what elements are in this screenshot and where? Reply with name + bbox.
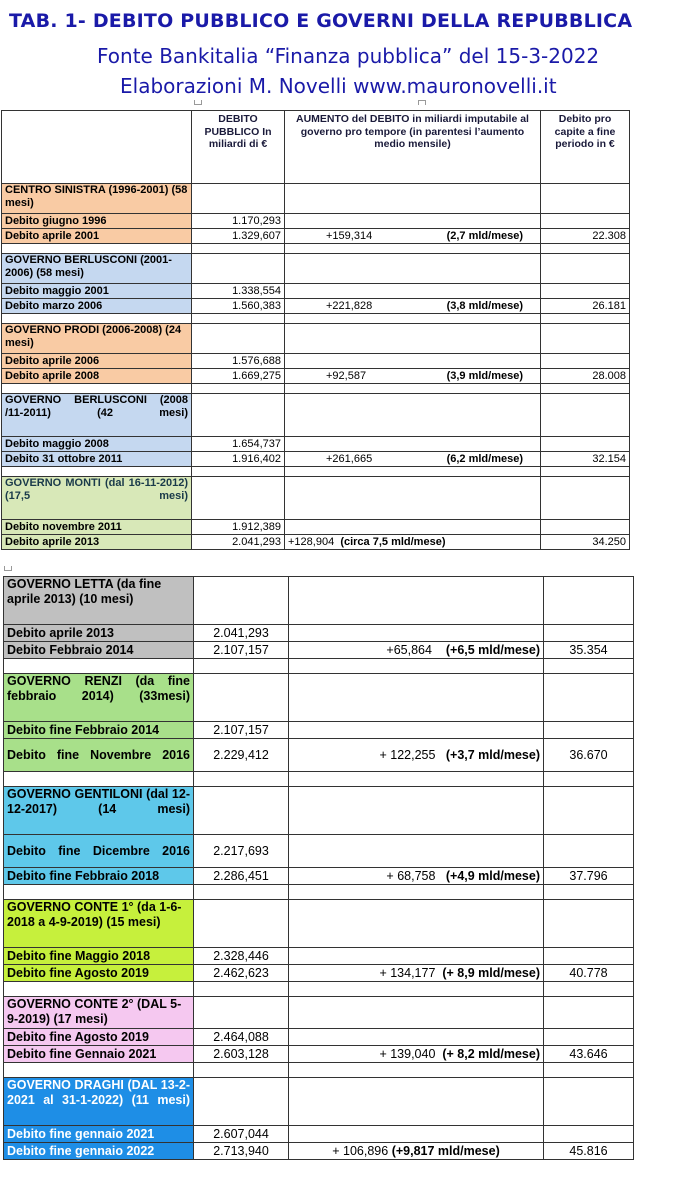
period-start-label: Debito aprile 2013 [4, 625, 194, 642]
gov-title: GOVERNO PRODI (2006-2008) (24 mesi) [2, 324, 192, 354]
gov-title-row [4, 900, 634, 948]
table-row [4, 739, 634, 772]
start-debt: 2.328,446 [194, 948, 289, 965]
spacer-row [2, 384, 630, 394]
spacer-row [2, 244, 630, 254]
period-start-label: Debito aprile 2006 [2, 354, 192, 369]
table-row [4, 965, 634, 982]
start-debt: 2.041,293 [194, 625, 289, 642]
gov-title-row [2, 394, 630, 437]
per-capita-debt: 45.816 [544, 1143, 634, 1160]
monthly-increase: (3,9 mld/mese) [446, 369, 523, 382]
start-debt: 2.464,088 [194, 1029, 289, 1046]
per-capita-debt: 32.154 [541, 452, 630, 467]
end-debt: 2.603,128 [194, 1046, 289, 1063]
period-start-label: Debito giugno 1996 [2, 214, 192, 229]
gov-title: GOVERNO MONTI (dal 16-11-2012) (17,5 mesi) [2, 477, 192, 520]
period-end-label: Debito 31 ottobre 2011 [2, 452, 192, 467]
gov-title: GOVERNO CONTE 2° (DAL 5-9-2019) (17 mesi) [4, 997, 194, 1029]
page-title: TAB. 1- DEBITO PUBBLICO E GOVERNI DELLA REPUBBLICA [9, 10, 633, 32]
end-debt: 1.669,275 [192, 369, 285, 384]
table-row [4, 1046, 634, 1063]
monthly-increase: (+4,9 mld/mese) [445, 868, 540, 883]
gov-title-row [4, 1078, 634, 1126]
credit-prefix: Elaborazioni M. Novelli [120, 74, 354, 98]
spacer-row [2, 314, 630, 324]
col-header-debt: DEBITO PUBBLICO In miliardi di € [192, 111, 285, 184]
debt-increase: + 122,255 [379, 747, 436, 762]
gov-title-row [2, 184, 630, 214]
debt-increase: + 134,177 [379, 965, 436, 980]
start-debt: 1.654,737 [192, 437, 285, 452]
table-row [4, 835, 634, 868]
start-debt: 1.576,688 [192, 354, 285, 369]
period-end-label: Debito marzo 2006 [2, 299, 192, 314]
source-note: Fonte Bankitalia “Finanza pubblica” del 15-3-2022 [97, 44, 600, 68]
debt-table-bottom [3, 576, 634, 1160]
period-end-label: Debito aprile 2008 [2, 369, 192, 384]
per-capita-debt: 26.181 [541, 299, 630, 314]
monthly-increase: (+ 8,9 mld/mese) [442, 965, 540, 980]
table-row [2, 284, 630, 299]
monthly-increase: (circa 7,5 mld/mese) [340, 535, 446, 548]
period-start-label: Debito fine Maggio 2018 [4, 948, 194, 965]
table-row [4, 642, 634, 659]
debt-increase: +92,587 [326, 369, 367, 382]
table-row [2, 229, 630, 244]
col-header-increase: AUMENTO del DEBITO in miliardi imputabile al governo pro tempore (in parentesi l’aumento medio mensile) [285, 111, 541, 184]
spacer-row [4, 885, 634, 900]
start-debt: 1.170,293 [192, 214, 285, 229]
col-header-per-capita: Debito pro capite a fine periodo in € [541, 111, 630, 184]
table-row [2, 452, 630, 467]
end-debt: 2.713,940 [194, 1143, 289, 1160]
per-capita-debt: 37.796 [544, 868, 634, 885]
period-end-label: Debito fine gennaio 2022 [4, 1143, 194, 1160]
per-capita-debt: 28.008 [541, 369, 630, 384]
period-end-label: Debito fine Novembre 2016 [4, 739, 194, 772]
debt-increase: + 139,040 [379, 1046, 436, 1061]
gov-title: CENTRO SINISTRA (1996-2001) (58 mesi) [2, 184, 192, 214]
gov-title: GOVERNO DRAGHI (DAL 13-2-2021 al 31-1-2022) (11 mesi) [4, 1078, 194, 1126]
per-capita-debt: 22.308 [541, 229, 630, 244]
table-row [2, 369, 630, 384]
table-row [4, 1126, 634, 1143]
debt-increase: + 68,758 [386, 868, 436, 883]
period-end-label: Debito Febbraio 2014 [4, 642, 194, 659]
gov-title-row [4, 674, 634, 722]
period-end-label: Debito fine Agosto 2019 [4, 965, 194, 982]
debt-increase: +159,314 [326, 229, 373, 242]
start-debt: 1.338,554 [192, 284, 285, 299]
table-row [2, 437, 630, 452]
table-anchor-mark [4, 566, 12, 571]
gov-title: GOVERNO BERLUSCONI (2001-2006) (58 mesi) [2, 254, 192, 284]
gov-title-row [2, 254, 630, 284]
gov-title-row [4, 997, 634, 1029]
table-anchor-mark [194, 100, 202, 105]
end-debt: 1.329,607 [192, 229, 285, 244]
debt-increase: +221,828 [326, 299, 373, 312]
table-row [2, 535, 630, 550]
debt-increase: +128,904 [288, 535, 335, 548]
end-debt: 2.286,451 [194, 868, 289, 885]
start-debt: 1.912,389 [192, 520, 285, 535]
table-row [4, 868, 634, 885]
period-start-label: Debito maggio 2008 [2, 437, 192, 452]
end-debt: 2.229,412 [194, 739, 289, 772]
monthly-increase: (3,8 mld/mese) [446, 299, 523, 312]
gov-title: GOVERNO GENTILONI (dal 12-12-2017) (14 mesi) [4, 787, 194, 835]
end-debt: 1.560,383 [192, 299, 285, 314]
monthly-increase: (+ 8,2 mld/mese) [442, 1046, 540, 1061]
gov-title-row [4, 577, 634, 625]
header-blank [2, 111, 192, 184]
monthly-increase: (+6,5 mld/mese) [445, 642, 540, 657]
period-start-label: Debito fine Agosto 2019 [4, 1029, 194, 1046]
start-debt: 2.607,044 [194, 1126, 289, 1143]
spacer-row [4, 772, 634, 787]
debt-table-top [1, 110, 630, 550]
spacer-row [4, 982, 634, 997]
per-capita-debt: 40.778 [544, 965, 634, 982]
table-row [4, 1029, 634, 1046]
period-end-label: Debito fine Febbraio 2018 [4, 868, 194, 885]
monthly-increase: (+9,817 mld/mese) [391, 1143, 500, 1158]
debt-increase: +261,665 [326, 452, 373, 465]
gov-title: GOVERNO BERLUSCONI (2008 /11-2011) (42 mesi) [2, 394, 192, 437]
period-start-label: Debito fine Dicembre 2016 [4, 835, 194, 868]
gov-title: GOVERNO RENZI (da fine febbraio 2014) (33mesi) [4, 674, 194, 722]
credit-link[interactable]: www.mauronovelli.it [353, 74, 557, 98]
period-end-label: Debito fine Gennaio 2021 [4, 1046, 194, 1063]
spacer-row [4, 659, 634, 674]
start-debt: 2.217,693 [194, 835, 289, 868]
table-row [4, 1143, 634, 1160]
table-anchor-mark [418, 100, 426, 105]
table-row [4, 722, 634, 739]
period-start-label: Debito maggio 2001 [2, 284, 192, 299]
spacer-row [2, 467, 630, 477]
table-row [4, 625, 634, 642]
gov-title-row [4, 787, 634, 835]
gov-title: GOVERNO LETTA (da fine aprile 2013) (10 mesi) [4, 577, 194, 625]
debt-increase: +65,864 [386, 642, 432, 657]
end-debt: 2.107,157 [194, 642, 289, 659]
table-row [2, 214, 630, 229]
per-capita-debt: 43.646 [544, 1046, 634, 1063]
period-start-label: Debito fine gennaio 2021 [4, 1126, 194, 1143]
per-capita-debt: 36.670 [544, 739, 634, 772]
gov-title-row [2, 477, 630, 520]
table-row [4, 948, 634, 965]
period-start-label: Debito fine Febbraio 2014 [4, 722, 194, 739]
table-row [2, 354, 630, 369]
period-start-label: Debito novembre 2011 [2, 520, 192, 535]
end-debt: 1.916,402 [192, 452, 285, 467]
monthly-increase: (2,7 mld/mese) [446, 229, 523, 242]
start-debt: 2.107,157 [194, 722, 289, 739]
debt-increase: + 106,896 [332, 1143, 389, 1158]
gov-title: GOVERNO CONTE 1° (da 1-6-2018 a 4-9-2019) (15 mesi) [4, 900, 194, 948]
per-capita-debt: 34.250 [541, 535, 630, 550]
end-debt: 2.041,293 [192, 535, 285, 550]
monthly-increase: (6,2 mld/mese) [446, 452, 523, 465]
table-row [2, 299, 630, 314]
period-end-label: Debito aprile 2001 [2, 229, 192, 244]
spacer-row [4, 1063, 634, 1078]
per-capita-debt: 35.354 [544, 642, 634, 659]
credit-line [120, 74, 691, 98]
period-end-label: Debito aprile 2013 [2, 535, 192, 550]
monthly-increase: (+3,7 mld/mese) [445, 747, 540, 762]
gov-title-row [2, 324, 630, 354]
table-row [2, 520, 630, 535]
end-debt: 2.462,623 [194, 965, 289, 982]
